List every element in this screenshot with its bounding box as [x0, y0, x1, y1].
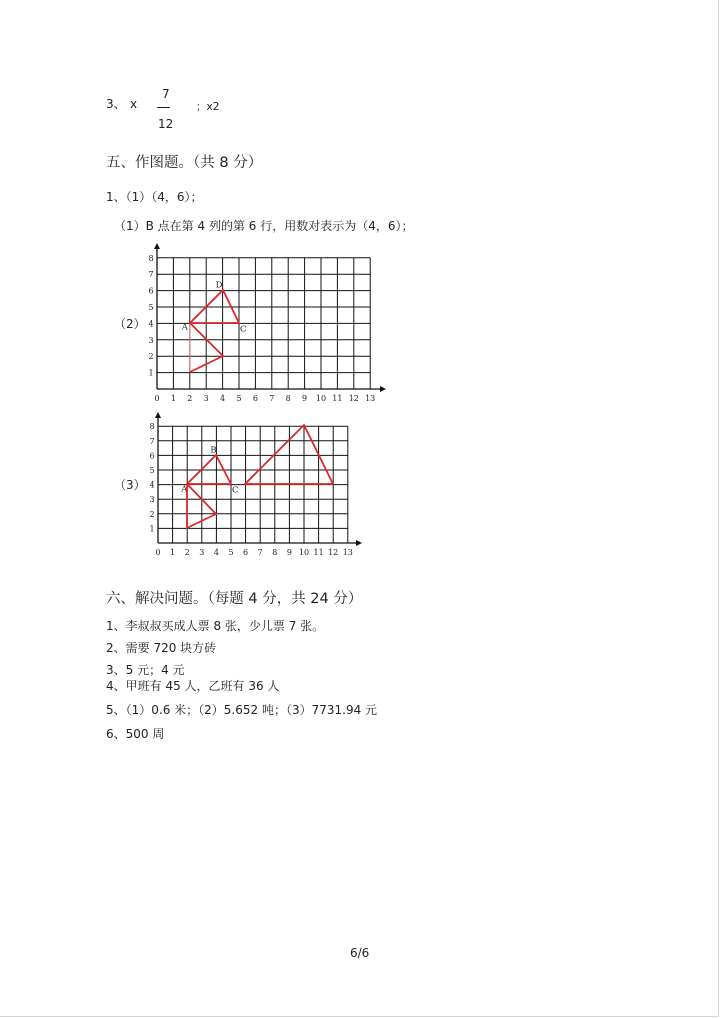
x-tick-label: 0	[155, 548, 161, 557]
y-tick-label: 2	[149, 509, 155, 519]
x-tick-label: 13	[342, 548, 353, 557]
coordinate-grid-2	[140, 244, 390, 408]
part3-label: （3）	[114, 478, 146, 492]
x-tick-label: 9	[302, 394, 308, 403]
point-label-c: C	[240, 324, 247, 335]
point-label-c: C	[232, 485, 239, 496]
section5-line1: 1、（1）（4，6）；	[106, 190, 203, 204]
answer-item: 6、500 周	[106, 727, 165, 741]
part2-label: （2）	[114, 317, 146, 331]
y-tick-label: 1	[148, 368, 154, 378]
q3-variable: x	[130, 97, 138, 111]
y-axis-arrow	[154, 243, 160, 249]
y-axis-arrow	[155, 412, 161, 418]
y-tick-label: 2	[148, 352, 154, 362]
y-tick-label: 4	[148, 319, 154, 329]
x-tick-label: 9	[286, 548, 292, 557]
point-label-d: D	[215, 280, 223, 291]
x-tick-label: 2	[187, 394, 193, 403]
point-label-b: B	[210, 445, 217, 456]
x-tick-label: 4	[220, 394, 226, 403]
fraction-denominator: 12	[158, 117, 174, 131]
y-tick-label: 4	[149, 480, 155, 490]
section5-heading: 五、作图题。（共 8 分）	[106, 155, 263, 171]
x-tick-label: 5	[236, 394, 242, 403]
x-axis-arrow	[380, 386, 386, 392]
answer-item: 4、甲班有 45 人，乙班有 36 人	[106, 679, 280, 693]
x-tick-label: 12	[348, 394, 359, 403]
answer-item: 3、5 元；4 元	[106, 663, 185, 677]
y-tick-label: 7	[148, 270, 154, 280]
x-tick-label: 11	[332, 394, 343, 403]
x-tick-label: 7	[269, 394, 275, 403]
section5-line2: （1）B 点在第 4 列的第 6 行，用数对表示为（4，6）；	[114, 219, 414, 233]
x-tick-label: 8	[285, 394, 291, 403]
y-tick-label: 5	[148, 303, 154, 312]
point-label-a: A	[181, 484, 188, 495]
x-tick-label: 8	[272, 548, 278, 557]
x-tick-label: 7	[257, 548, 263, 557]
x-tick-label: 10	[298, 548, 310, 557]
x-tick-label: 6	[252, 394, 258, 403]
x-tick-label: 13	[365, 394, 376, 403]
y-tick-label: 6	[148, 286, 154, 296]
y-tick-label: 3	[148, 335, 154, 345]
y-tick-label: 5	[149, 466, 155, 475]
q3-tail: ；x2	[196, 101, 220, 113]
y-tick-label: 8	[149, 422, 155, 432]
x-tick-label: 10	[315, 394, 327, 403]
answer-item: 1、李叔叔买成人票 8 张，少儿票 7 张。	[106, 619, 325, 633]
x-tick-label: 2	[184, 548, 190, 557]
y-tick-label: 6	[149, 451, 155, 461]
x-tick-label: 0	[154, 394, 160, 403]
point-label-a: A	[181, 322, 188, 333]
q3-number: 3、	[106, 97, 126, 111]
answer-item: 5、（1）0.6 米；（2）5.652 吨；（3）7731.94 元	[106, 703, 378, 717]
y-tick-label: 3	[149, 495, 155, 505]
section6-heading: 六、解决问题。（每题 4 分，共 24 分）	[106, 591, 363, 607]
fraction-bar	[157, 107, 170, 108]
x-tick-label: 1	[170, 548, 176, 557]
fraction-numerator: 7	[162, 87, 170, 101]
x-tick-label: 6	[243, 548, 249, 557]
x-tick-label: 3	[203, 394, 209, 403]
x-tick-label: 4	[213, 548, 219, 557]
x-tick-label: 12	[328, 548, 339, 557]
x-tick-label: 5	[228, 548, 234, 557]
coordinate-grid-3	[144, 412, 366, 558]
y-tick-label: 8	[148, 253, 154, 263]
answer-item: 2、需要 720 块方砖	[106, 641, 217, 655]
y-tick-label: 1	[149, 524, 155, 534]
x-tick-label: 1	[170, 394, 176, 403]
x-axis-arrow	[356, 540, 362, 546]
y-tick-label: 7	[149, 436, 155, 446]
page-number: 6/6	[350, 946, 370, 960]
x-tick-label: 11	[313, 548, 324, 557]
x-tick-label: 3	[199, 548, 205, 557]
